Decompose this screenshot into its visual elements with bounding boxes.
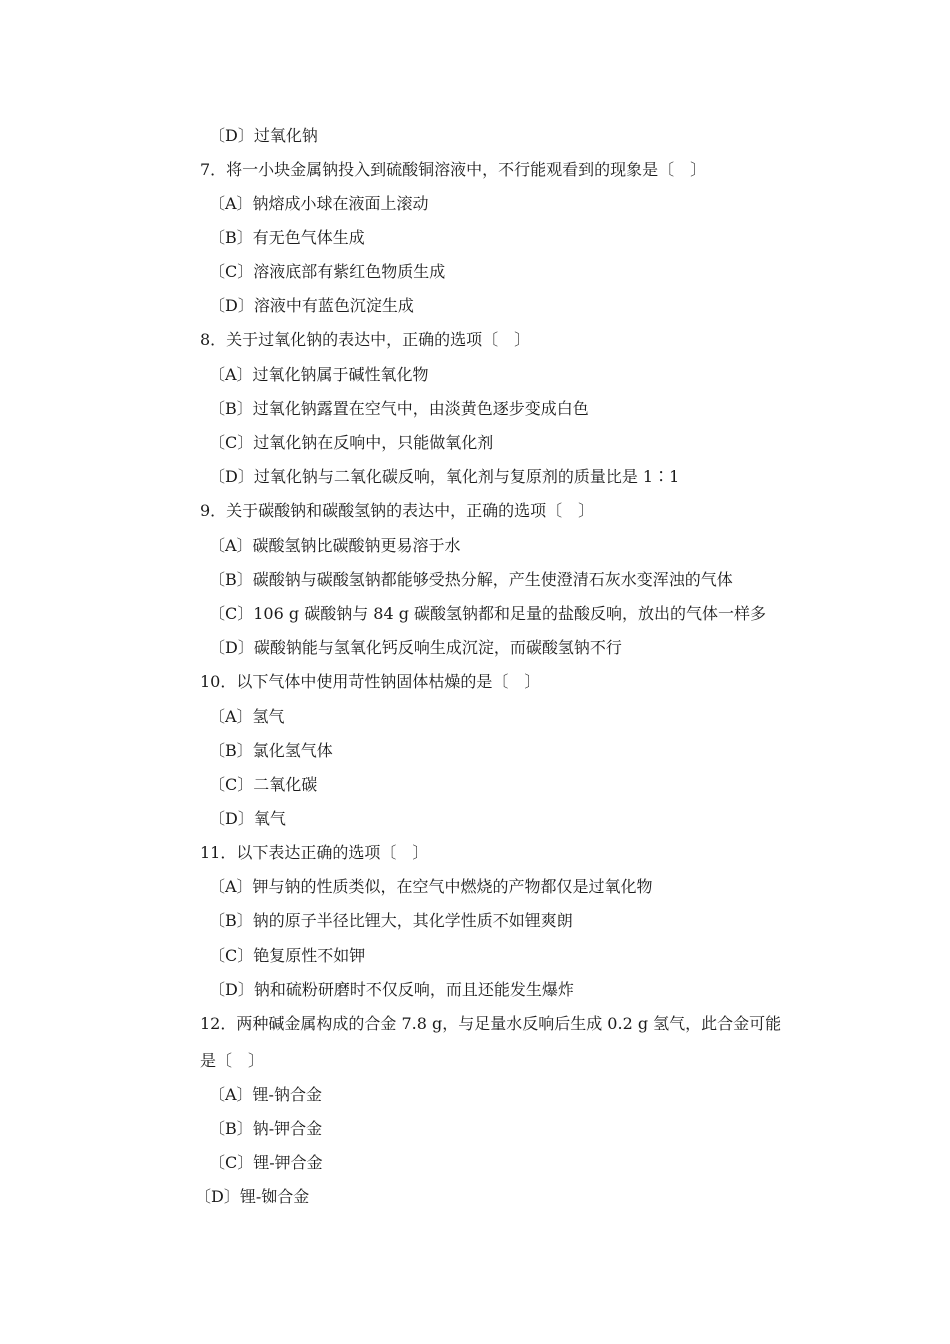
question-12-continuation: 是〔 〕 (200, 1051, 265, 1070)
q8-option-c: 〔C〕过氧化钠在反响中，只能做氧化剂 (209, 433, 494, 452)
q10-option-a: 〔A〕氢气 (209, 707, 285, 726)
question-9: 9．关于碳酸钠和碳酸氢钠的表达中，正确的选项〔 〕 (200, 501, 595, 520)
q9-option-b: 〔B〕碳酸钠与碳酸氢钠都能够受热分解，产生使澄清石灰水变浑浊的气体 (209, 570, 733, 589)
q11-option-c: 〔C〕铯复原性不如钾 (209, 946, 366, 965)
question-11: 11．以下表达正确的选项〔 〕 (200, 843, 429, 862)
question-7: 7．将一小块金属钠投入到硫酸铜溶液中，不行能观看到的现象是〔 〕 (200, 160, 707, 179)
q10-option-c: 〔C〕二氧化碳 (209, 775, 318, 794)
q10-option-b: 〔B〕氯化氢气体 (209, 741, 333, 760)
q11-option-b: 〔B〕钠的原子半径比锂大，其化学性质不如锂爽朗 (209, 911, 573, 930)
question-12: 12．两种碱金属构成的合金 7.8 g，与足量水反响后生成 0.2 g 氢气，此合金可能 (200, 1014, 782, 1033)
q7-option-d: 〔D〕溶液中有蓝色沉淀生成 (209, 296, 414, 315)
question-10: 10．以下气体中使用苛性钠固体枯燥的是〔 〕 (200, 672, 541, 691)
q7-option-c: 〔C〕溶液底部有紫红色物质生成 (209, 262, 446, 281)
q8-option-a: 〔A〕过氧化钠属于碱性氧化物 (209, 365, 429, 384)
q11-option-d: 〔D〕钠和硫粉研磨时不仅反响，而且还能发生爆炸 (209, 980, 574, 999)
q12-option-c: 〔C〕锂-钾合金 (209, 1153, 323, 1172)
q9-option-d: 〔D〕碳酸钠能与氢氧化钙反响生成沉淀，而碳酸氢钠不行 (209, 638, 622, 657)
q6-option-d: 〔D〕过氧化钠 (209, 126, 318, 145)
q7-option-a: 〔A〕钠熔成小球在液面上滚动 (209, 194, 429, 213)
q9-option-c: 〔C〕106 g 碳酸钠与 84 g 碳酸氢钠都和足量的盐酸反响，放出的气体一样多 (209, 604, 767, 623)
q12-option-b: 〔B〕钠-钾合金 (209, 1119, 323, 1138)
q8-option-d: 〔D〕过氧化钠与二氧化碳反响，氧化剂与复原剂的质量比是 1∶1 (209, 467, 680, 486)
question-8: 8．关于过氧化钠的表达中，正确的选项〔 〕 (200, 330, 531, 349)
q8-option-b: 〔B〕过氧化钠露置在空气中，由淡黄色逐步变成白色 (209, 399, 589, 418)
q7-option-b: 〔B〕有无色气体生成 (209, 228, 365, 247)
q11-option-a: 〔A〕钾与钠的性质类似，在空气中燃烧的产物都仅是过氧化物 (209, 877, 653, 896)
q10-option-d: 〔D〕氧气 (209, 809, 286, 828)
q12-option-d: 〔D〕锂-铷合金 (195, 1187, 310, 1206)
q9-option-a: 〔A〕碳酸氢钠比碳酸钠更易溶于水 (209, 536, 461, 555)
q12-option-a: 〔A〕锂-钠合金 (209, 1085, 322, 1104)
